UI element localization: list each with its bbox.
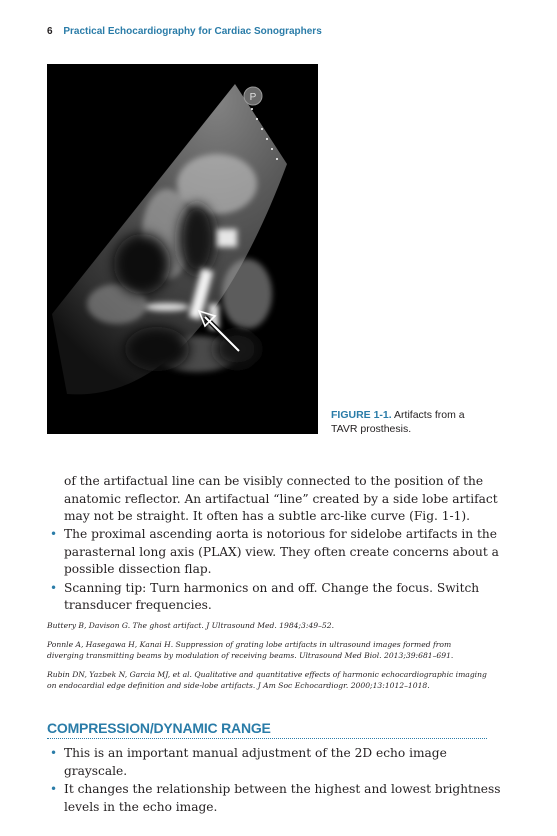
badge-label: P xyxy=(249,92,257,103)
caption-text: Artifacts from a TAVR prosthesis. xyxy=(331,409,465,435)
list-item xyxy=(47,580,507,615)
figure-caption xyxy=(331,408,491,436)
reference-item: Ponnle A, Hasegawa H, Kanai H. Suppression of grating lobe artifacts in ultrasound images formed from diverging transmitting beams by modulation of receiving beams. Ultrasound Med Biol. 2013;39:681–691. xyxy=(47,640,454,660)
running-header xyxy=(47,26,322,37)
bullet-icon: • xyxy=(50,746,58,760)
bullet-text: This is an important manual adjustment of the 2D echo image grayscale. xyxy=(64,746,447,778)
list-item xyxy=(47,781,507,816)
page-number: 6 xyxy=(47,26,53,37)
bullet-text: It changes the relationship between the highest and lowest brightness levels in the echo image. xyxy=(64,782,501,814)
bullet-text: Scanning tip: Turn harmonics on and off. Change the focus. Switch transducer frequencies. xyxy=(64,580,480,612)
bullet-text: The proximal ascending aorta is notorious for sidelobe artifacts in the parasternal long axis (PLAX) view. They often create concerns about a possible dissection flap. xyxy=(64,527,499,576)
reference-list xyxy=(47,620,487,699)
list-item xyxy=(47,745,507,780)
bullet-icon: • xyxy=(50,527,58,541)
book-title: Practical Echocardiography for Cardiac Sonographers xyxy=(63,26,322,37)
bullet-list xyxy=(47,526,507,616)
section-heading: COMPRESSION/DYNAMIC RANGE xyxy=(47,720,487,739)
reference-item: Rubin DN, Yazbek N, Garcia MJ, et al. Qualitative and quantitative effects of harmonic echocardiographic imaging on endocardial edge definition and side-lobe artifacts. J Am Soc Echocardiogr. 2000;13:1012–1018. xyxy=(47,670,487,690)
reference-item: Buttery B, Davison G. The ghost artifact. J Ultrasound Med. 1984;3:49–52. xyxy=(47,621,334,630)
body-paragraph: of the artifactual line can be visibly connected to the position of the anatomic reflector. An artifactual “line” created by a side lobe artifact may not be straight. It often has a subtle arc-like curve (Fig. 1-1). xyxy=(64,474,498,523)
section-bullet-list xyxy=(47,745,507,817)
figure-label: FIGURE 1-1. xyxy=(331,409,392,421)
echo-figure-image xyxy=(47,64,318,434)
bullet-icon: • xyxy=(50,580,58,595)
bullet-icon: • xyxy=(50,782,58,796)
echo-image-svg xyxy=(47,64,318,434)
list-item xyxy=(47,526,507,579)
